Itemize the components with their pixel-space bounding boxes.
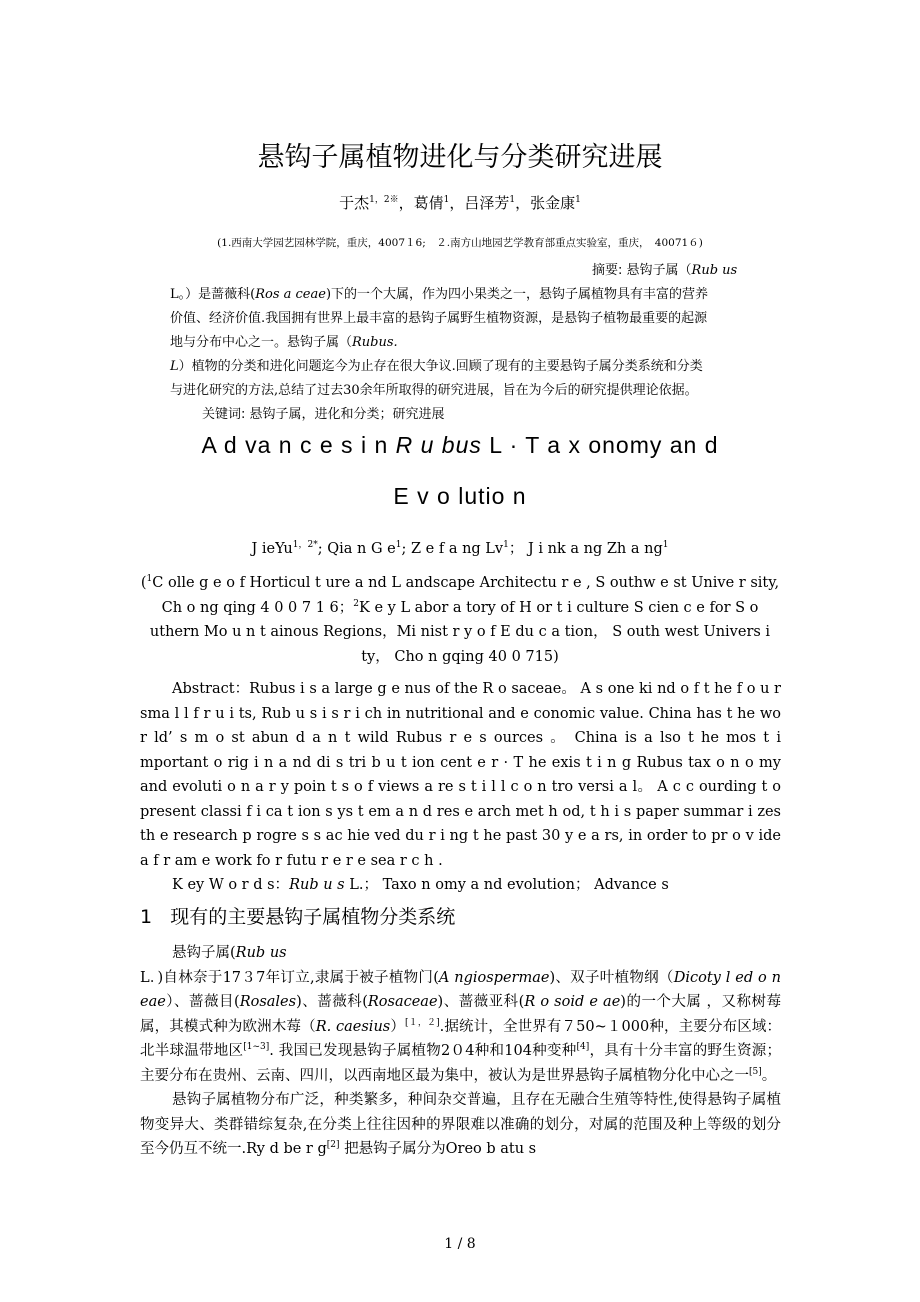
abstract-text: L。）是蔷薇科(	[170, 287, 256, 302]
taxon-name: Rub us	[235, 945, 287, 961]
keywords-en-text: L.； Taxo n omy a nd evolution； Advance s	[344, 877, 669, 893]
author-en-affil: 1，2*	[292, 540, 318, 551]
abstract-text: 地与分布中心之一。悬钩子属（	[170, 335, 353, 350]
author-en-affil: 1	[395, 540, 402, 551]
taxon-name: Rubus.	[352, 335, 398, 350]
taxon-name: Rub us	[691, 263, 738, 278]
keywords-en	[140, 873, 781, 898]
keywords-text: 悬钩子属，进化和分类；研究进展	[249, 407, 445, 422]
author-4-affil: 1	[575, 195, 581, 205]
citation: [2]	[326, 1140, 340, 1151]
author-sep: ，	[449, 194, 465, 212]
section-number: 1	[140, 906, 153, 928]
title-text: A d va n c e s i n	[201, 432, 396, 458]
abstract-text: 悬钩子属（	[626, 263, 692, 278]
author-en: J ieYu	[251, 541, 293, 557]
author-1-affil: 1，2※	[369, 195, 399, 205]
author-3-affil: 1	[509, 195, 516, 205]
taxon-name: Dicoty l ed o n eae	[140, 969, 782, 1010]
affil-text: C olle g e o f Horticul t ure a nd L andscape Architectu r e , S outhw e st Unive r sity, Ch o ng qing 4 0 0 7 1 6；	[152, 575, 780, 616]
taxon-name: Rosales	[239, 994, 297, 1010]
body-paragraph-2: 悬钩子属植物分布广泛，种类繁多，种间杂交普遍，且存在无融合生殖等特性,使得悬钩子属植物变异大、类群错综复杂,在分类上往往因种的界限难以准确的划分，对属的范围及种上等级的划分至今仍互不统一.Ry d be r g[2] 把悬钩子属分为Oreo b atu s	[140, 1092, 781, 1157]
taxon-name: Ros a ceae	[255, 287, 326, 302]
authors-cn	[0, 192, 920, 213]
author-sep: ，	[515, 194, 531, 212]
author-en: ; Z e f a ng Lv	[401, 541, 504, 557]
abstract-text: ）植物的分类和进化问题迄今为止存在很大争议.回顾了现有的主要悬钩子属分类系统和分类	[178, 359, 703, 374]
citation: [１，２]	[405, 1017, 440, 1028]
author-1: 于杰	[339, 194, 370, 212]
abstract-cn-line-3: 价值、经济价值.我国拥有世界上最丰富的悬钩子属野生植物资源，是悬钩子植物最重要的起源	[170, 311, 708, 326]
abstract-cn-line-2	[170, 283, 708, 302]
section-heading-1	[140, 902, 455, 929]
affil-marker: 1	[146, 574, 153, 585]
affil-text: K e y L abor a tory of H or t i culture S cien c e for S o uthern Mo u n t ainous Regions，Mi nist r y o f E du c a tion， S outh west Univers i ty， Cho n gqing 40 0 715)	[149, 599, 771, 665]
title-text: L · T a x onomy an d	[481, 432, 719, 458]
author-en-affil: 1	[662, 540, 669, 551]
author-sep: ，	[398, 194, 414, 212]
affiliation-cn: (1.西南大学园艺园林学院，重庆，4007１6; ２.南方山地园艺学教育部重点实验室，重庆， 40071６)	[217, 237, 703, 249]
paper-title-cn: 悬钩子属植物进化与分类研究进展	[257, 142, 663, 173]
abstract-cn-line-4	[170, 331, 398, 350]
keywords-label: 关键词:	[202, 407, 246, 422]
citation: [5]	[749, 1066, 762, 1077]
taxon-name: L	[170, 359, 179, 374]
abstract-en	[140, 677, 781, 898]
body-text-cn	[140, 941, 781, 1162]
affil-paren: (	[140, 575, 147, 591]
citation: [4]	[576, 1042, 590, 1053]
page-number: 1 / 8	[444, 1236, 476, 1252]
abstract-text: )下的一个大属，作为四小果类之一，悬钩子属植物具有丰富的营养	[325, 287, 709, 302]
affiliation-en	[140, 571, 780, 669]
taxon-name: R. caesius	[315, 1018, 391, 1035]
body-paragraph-1: 悬钩子属(Rub us L．)自林奈于17３7年订立,隶属于被子植物门(A ngiospermae)、双子叶植物纲（Dicoty l ed o n eae）、蔷薇目(Rosales)、蔷薇科(Rosaceae)、蔷薇亚科(R o soid e ae)的一个大属 ，又称树莓属，其模式种为欧洲木莓（R. caesius）[１，２].据统计，全世界有７50~１000种，主要分布区域：北半球温带地区[1~3]. 我国已发现悬钩子属植物2０4种和104种变种[4]，具有十分丰富的野生资源；主要分布在贵州、云南、四川，以西南地区最为集中，被认为是世界悬钩子属植物分化中心之一[5]。	[140, 945, 782, 1084]
abstract-label: 摘要:	[592, 263, 623, 278]
keywords-en-label: K ey W o r d s：	[172, 877, 290, 893]
abstract-cn-line-5	[170, 355, 703, 374]
author-2: 葛倩	[413, 194, 444, 212]
paper-title-en-line-1	[0, 432, 920, 459]
keywords-cn	[202, 403, 445, 422]
affil-marker: 2	[353, 598, 360, 609]
citation: [1~3]	[243, 1042, 270, 1053]
author-en: ； J i nk a ng Zh a ng	[508, 541, 663, 557]
authors-en	[0, 537, 920, 558]
author-en: ; Qia n G e	[317, 541, 396, 557]
taxon-name: A ngiospermae	[438, 969, 550, 986]
author-en-affil: 1	[503, 540, 509, 551]
taxon-name: Rub u s	[289, 877, 345, 893]
abstract-en-text: Abstract：Rubus i s a large g e nus of the R o saceae。 A s one ki nd o f t he f o u r sma l l f r u i ts, Rub u s i s r i ch in nutritional and e conomic value. China has t he wo r ld’ s m o st abun d a n t wild Rubus r e s ources 。 China is a lso t he mos t i mportant o rig i n a nd di s tri b u t ion cent e r · T he exis t i n g Rubus tax o n o my and evoluti o n a r y poin t s o f views a re s t i l l c o n tro versi a l。 A c c ourding t o present classi f i ca t ion s ys t em a n d res e arch met h od, t h i s paper summar i zes th e research p rogre s s ac hie ved du r i ng t he past 30 y e a rs, in order to pr o v ide a f r am e work fo r futu r e r e sea r c h .	[140, 681, 781, 869]
taxon-name: R o soid e ae	[524, 994, 621, 1010]
abstract-cn-line-6: 与进化研究的方法,总结了过去30余年所取得的研究进展，旨在为今后的研究提供理论依据。	[170, 383, 698, 398]
author-3: 吕泽芳	[464, 194, 510, 212]
taxon-name: Rosaceae	[367, 994, 438, 1010]
author-2-affil: 1	[443, 195, 450, 205]
section-title: 现有的主要悬钩子属植物分类系统	[170, 906, 456, 928]
abstract-cn-line-1	[592, 259, 737, 278]
paper-title-en-line-2: E v o lutio n	[393, 483, 527, 509]
author-4: 张金康	[530, 194, 576, 212]
title-taxon: R u bus	[395, 432, 482, 458]
